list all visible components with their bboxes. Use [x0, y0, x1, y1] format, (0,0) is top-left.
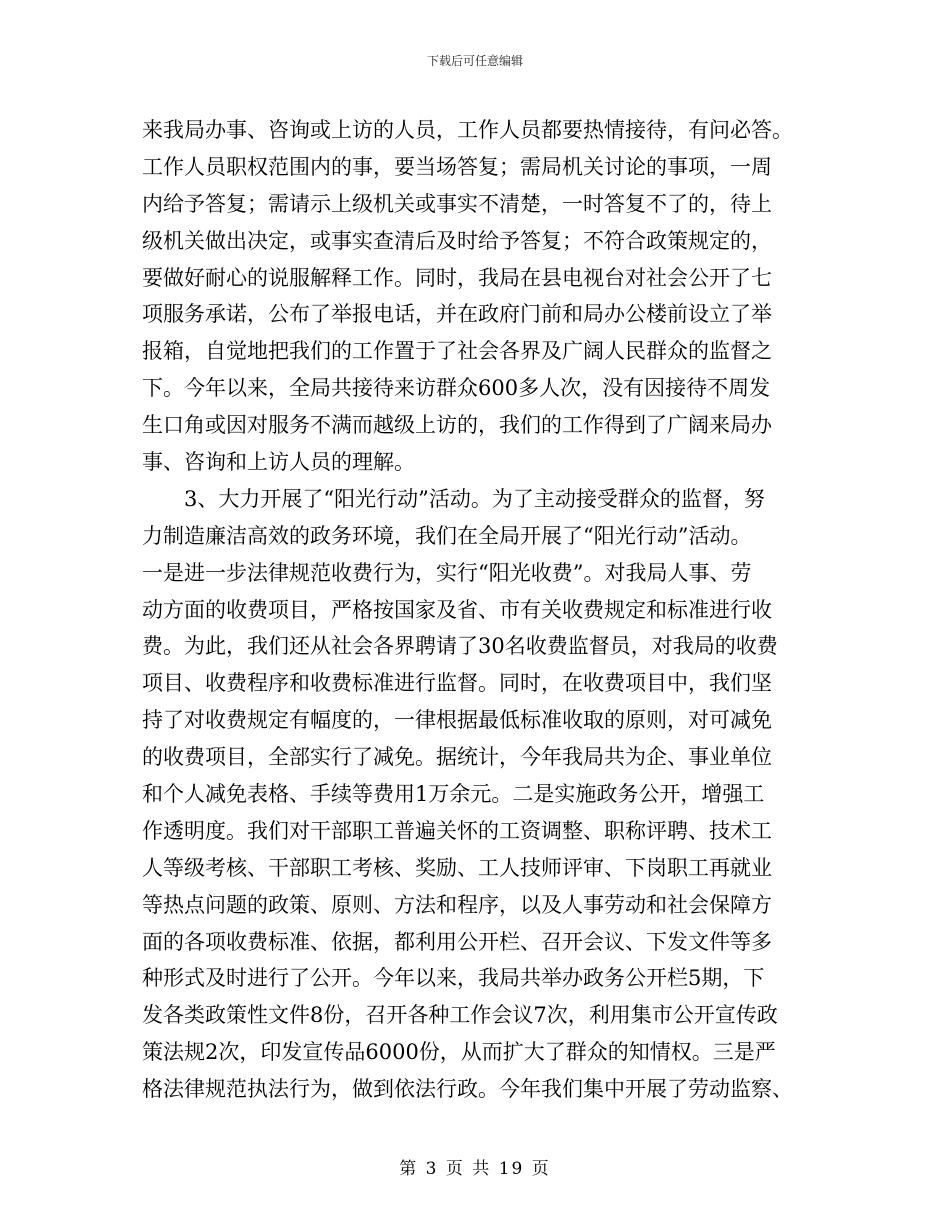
text-line: 费。为此，我们还从社会各界聘请了30名收费监督员，对我局的收费	[142, 634, 778, 659]
text-line: 发各类政策性文件8份，召开各种工作会议7次，利用集市公开宣传政	[142, 1003, 778, 1028]
text-line: 等热点问题的政策、原则、方法和程序，以及人事劳动和社会保障方	[142, 892, 772, 917]
page-number-footer: 第 3 页 共 19 页	[399, 1159, 551, 1179]
text-line: 和个人减免表格、手续等费用1万余元。二是实施政务公开，增强工	[142, 782, 765, 807]
text-line: 人等级考核、干部职工考核、奖励、工人技师评审、下岗职工再就业	[142, 855, 772, 880]
text-line: 下。今年以来，全局共接待来访群众600多人次，没有因接待不周发	[142, 376, 771, 401]
text-line: 3、大力开展了“阳光行动”活动。为了主动接受群众的监督，努	[184, 486, 765, 511]
text-line: 作透明度。我们对干部职工普遍关怀的工资调整、职称评聘、技术工	[142, 818, 772, 843]
document-body	[142, 112, 810, 1108]
text-line: 动方面的收费项目，严格按国家及省、市有关收费规定和标准进行收	[142, 597, 772, 622]
text-line: 内给予答复；需请示上级机关或事实不清楚，一时答复不了的，待上	[142, 191, 772, 216]
text-line: 生口角或因对服务不满而越级上访的，我们的工作得到了广阔来局办	[142, 413, 772, 438]
text-line: 面的各项收费标准、依据，都利用公开栏、召开会议、下发文件等多	[142, 929, 772, 954]
text-line: 格法律规范执法行为，做到依法行政。今年我们集中开展了劳动监察、	[142, 1077, 793, 1102]
text-line: 策法规2次，印发宣传品6000份，从而扩大了群众的知情权。三是严	[142, 1040, 776, 1065]
text-line: 事、咨询和上访人员的理解。	[142, 450, 415, 475]
text-line: 的收费项目，全部实行了减免。据统计，今年我局共为企、事业单位	[142, 745, 772, 770]
text-line: 级机关做出决定，或事实查清后及时给予答复；不符合政策规定的，	[142, 228, 772, 253]
text-line: 种形式及时进行了公开。今年以来，我局共举办政务公开栏5期，下	[142, 966, 765, 991]
text-line: 要做好耐心的说服解释工作。同时，我局在县电视台对社会公开了七	[142, 265, 772, 290]
text-line: 持了对收费规定有幅度的，一律根据最低标准收取的原则，对可减免	[142, 708, 772, 733]
text-line: 力制造廉洁高效的政务环境，我们在全局开展了“阳光行动”活动。	[142, 523, 752, 548]
page-header-note: 下载后可任意编辑	[426, 54, 523, 68]
text-line: 来我局办事、咨询或上访的人员，工作人员都要热情接待，有问必答。	[142, 118, 793, 142]
text-line: 项服务承诺，公布了举报电话，并在政府门前和局办公楼前设立了举	[142, 302, 772, 327]
text-line: 报箱，自觉地把我们的工作置于了社会各界及广阔人民群众的监督之	[142, 339, 772, 364]
text-line: 项目、收费程序和收费标准进行监督。同时，在收费项目中，我们坚	[142, 671, 772, 696]
text-line: 工作人员职权范围内的事，要当场答复；需局机关讨论的事项，一周	[142, 154, 772, 179]
text-line: 一是进一步法律规范收费行为，实行“阳光收费”。对我局人事、劳	[142, 560, 752, 585]
